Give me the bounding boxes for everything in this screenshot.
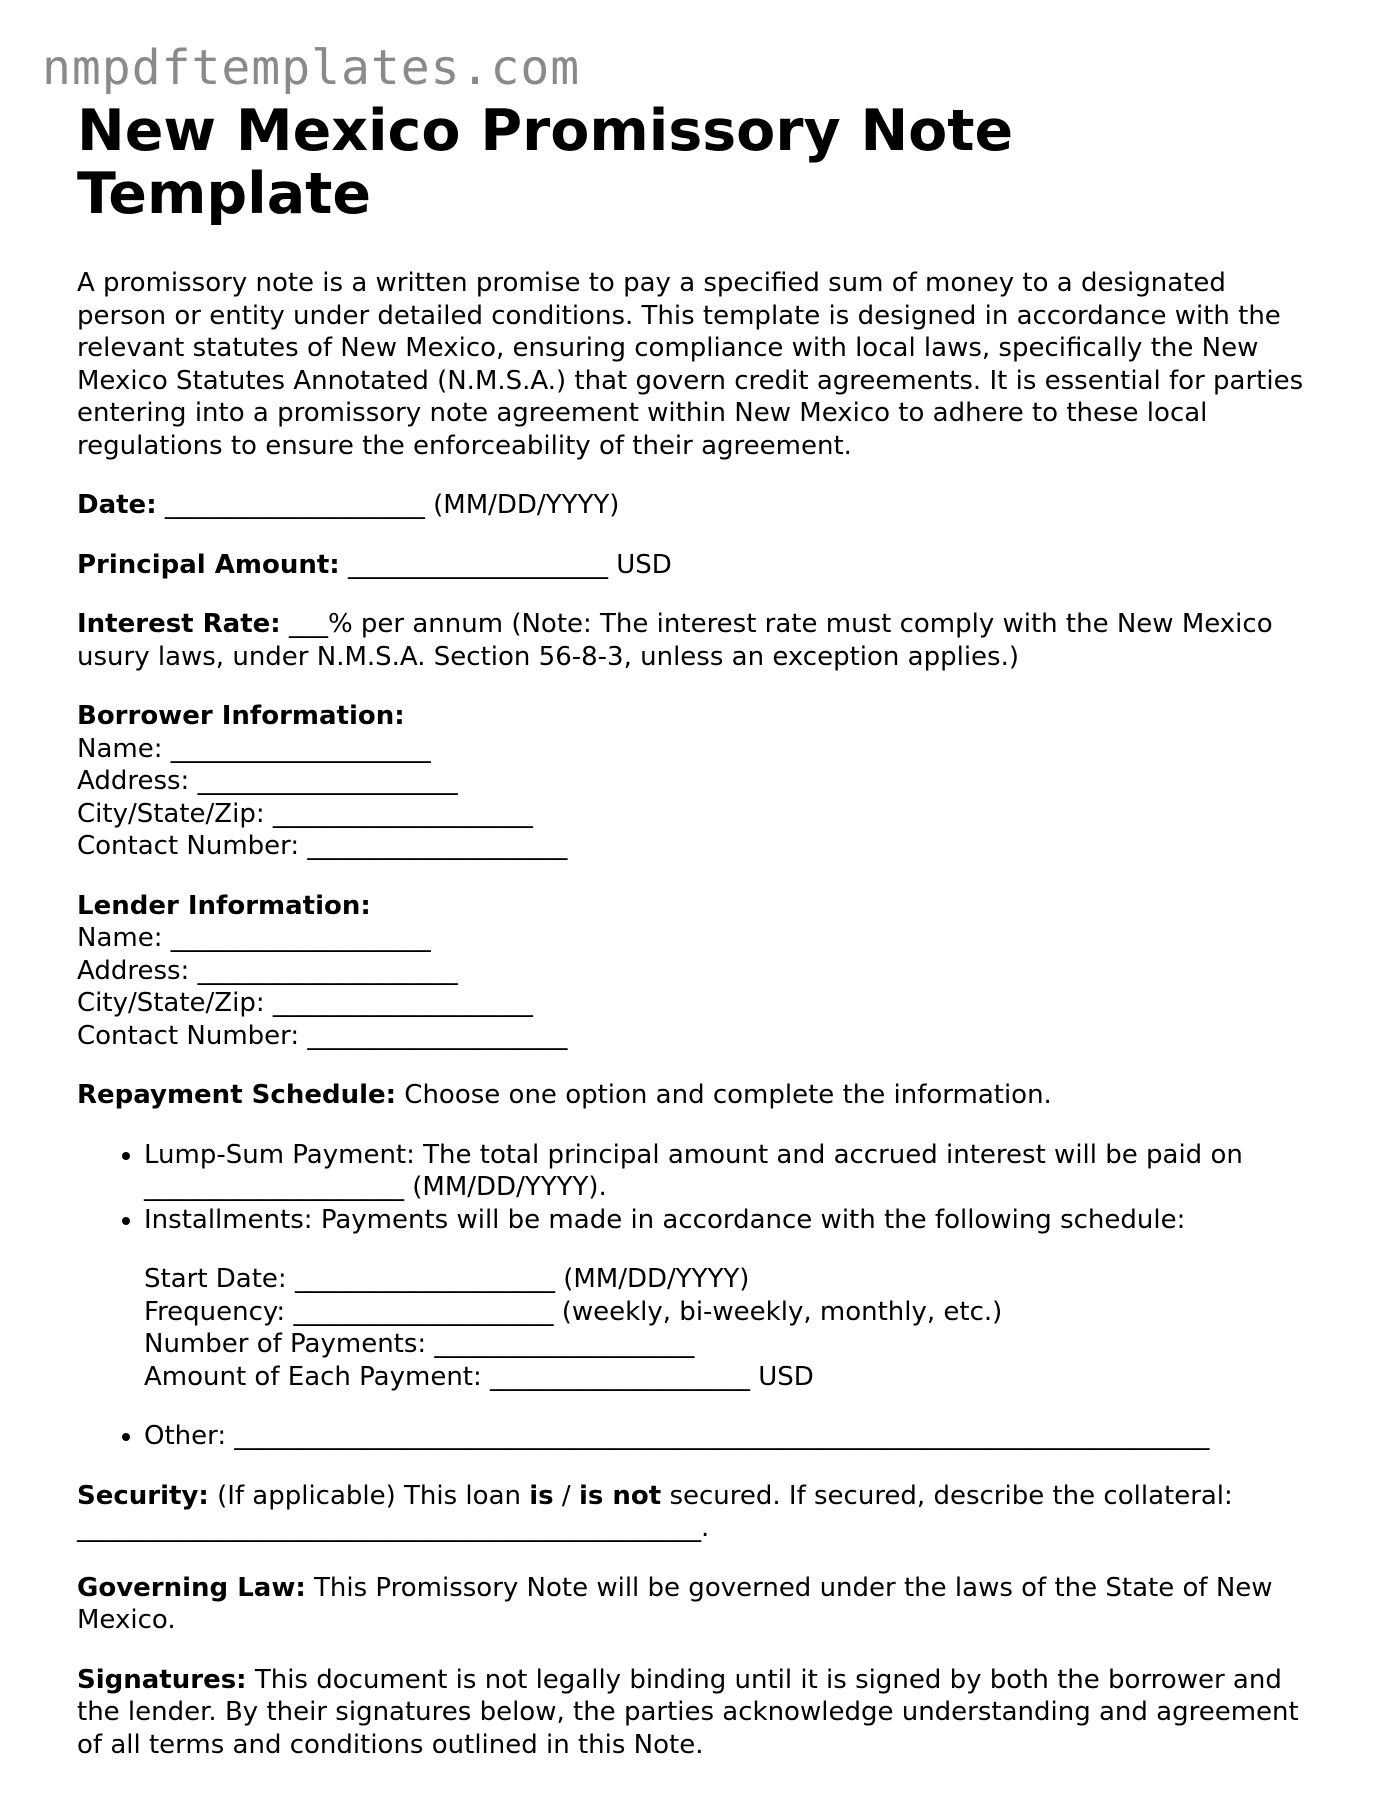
other-options — [77, 1420, 1317, 1453]
lender-city: City/State/Zip: ____________________ — [77, 988, 533, 1019]
principal-label: Principal Amount: — [77, 549, 340, 580]
lump-sum-option: • Lump-Sum Payment: The total principal amount and accrued interest will be paid on ____________________ (MM/DD/YYYY). — [144, 1139, 1317, 1204]
interest-text: ___% per annum (Note: The interest rate must comply with the New Mexico usury laws, under N.M.S.A. Section 56-8-3, unless an exception applies.) — [77, 609, 1273, 672]
security-is: is — [529, 1480, 554, 1511]
governing-law-label: Governing Law: — [77, 1572, 306, 1603]
interest-label: Interest Rate: — [77, 609, 281, 640]
page-title: New Mexico Promissory Note Template — [77, 98, 1014, 227]
principal-field — [77, 549, 1317, 582]
lender-address: Address: ____________________ — [77, 955, 458, 986]
lender-section — [77, 890, 1317, 1053]
num-payments-field: Number of Payments: ____________________ — [144, 1329, 695, 1360]
repayment-text: Choose one option and complete the information. — [404, 1080, 1052, 1111]
signatures-text: This document is not legally binding until it is signed by both the borrower and the lender. By their signatures below, the parties acknowledge understanding and agreement of all terms and conditions outlined in this Note. — [77, 1664, 1299, 1760]
lender-heading: Lender Information: — [77, 890, 371, 921]
principal-currency: USD — [616, 549, 672, 580]
repayment-options — [77, 1139, 1317, 1237]
other-option: • Other: ___________________________________________________________________________ — [144, 1420, 1317, 1453]
security-slash: / — [561, 1480, 571, 1511]
borrower-name: Name: ____________________ — [77, 733, 431, 764]
borrower-section — [77, 700, 1317, 863]
frequency-field: Frequency: ____________________ (weekly, bi-weekly, monthly, etc.) — [144, 1296, 1003, 1327]
security-pre: (If applicable) This loan — [217, 1480, 521, 1511]
lender-contact: Contact Number: ____________________ — [77, 1020, 568, 1051]
amount-each-field: Amount of Each Payment: ____________________ USD — [144, 1361, 814, 1392]
site-watermark: nmpdftemplates.com — [42, 40, 581, 96]
date-label: Date: — [77, 490, 157, 521]
start-date-field: Start Date: ____________________ (MM/DD/YYYY) — [144, 1264, 750, 1295]
signatures-label: Signatures: — [77, 1664, 247, 1695]
signatures-section — [77, 1664, 1317, 1762]
date-blank: ____________________ — [164, 490, 425, 521]
installment-schedule — [77, 1263, 1317, 1393]
lender-name: Name: ____________________ — [77, 923, 431, 954]
principal-blank: ____________________ — [347, 549, 608, 580]
date-format: (MM/DD/YYYY) — [433, 490, 620, 521]
intro-paragraph: A promissory note is a written promise to pay a specified sum of money to a designated person or entity under detailed conditions. This template is designed in accordance with the relevant statutes of New Mexico, ensuring compliance with local laws, specifically the New Mexico Statutes Annotated (N.M.S.A.) that govern credit agreements. It is essential for parties entering into a promissory note agreement within New Mexico to adhere to these local regulations to ensure the enforceability of their agreement. — [77, 268, 1304, 461]
date-field — [77, 489, 1317, 522]
repayment-heading — [77, 1079, 1317, 1112]
security-label: Security: — [77, 1480, 209, 1511]
governing-law-text: This Promissory Note will be governed under the laws of the State of New Mexico. — [77, 1572, 1273, 1636]
security-post: secured. If secured, describe the collateral: ________________________________________________. — [77, 1480, 1233, 1544]
document-page — [77, 100, 1317, 1761]
security-section — [77, 1480, 1317, 1545]
repayment-label: Repayment Schedule: — [77, 1080, 397, 1111]
installments-option: • Installments: Payments will be made in accordance with the following schedule: — [144, 1204, 1317, 1237]
borrower-contact: Contact Number: ____________________ — [77, 831, 568, 862]
governing-law-section — [77, 1572, 1317, 1637]
interest-field — [77, 608, 1317, 673]
borrower-heading: Borrower Information: — [77, 701, 405, 732]
security-is-not: is not — [578, 1480, 662, 1511]
borrower-address: Address: ____________________ — [77, 766, 458, 797]
borrower-city: City/State/Zip: ____________________ — [77, 798, 533, 829]
